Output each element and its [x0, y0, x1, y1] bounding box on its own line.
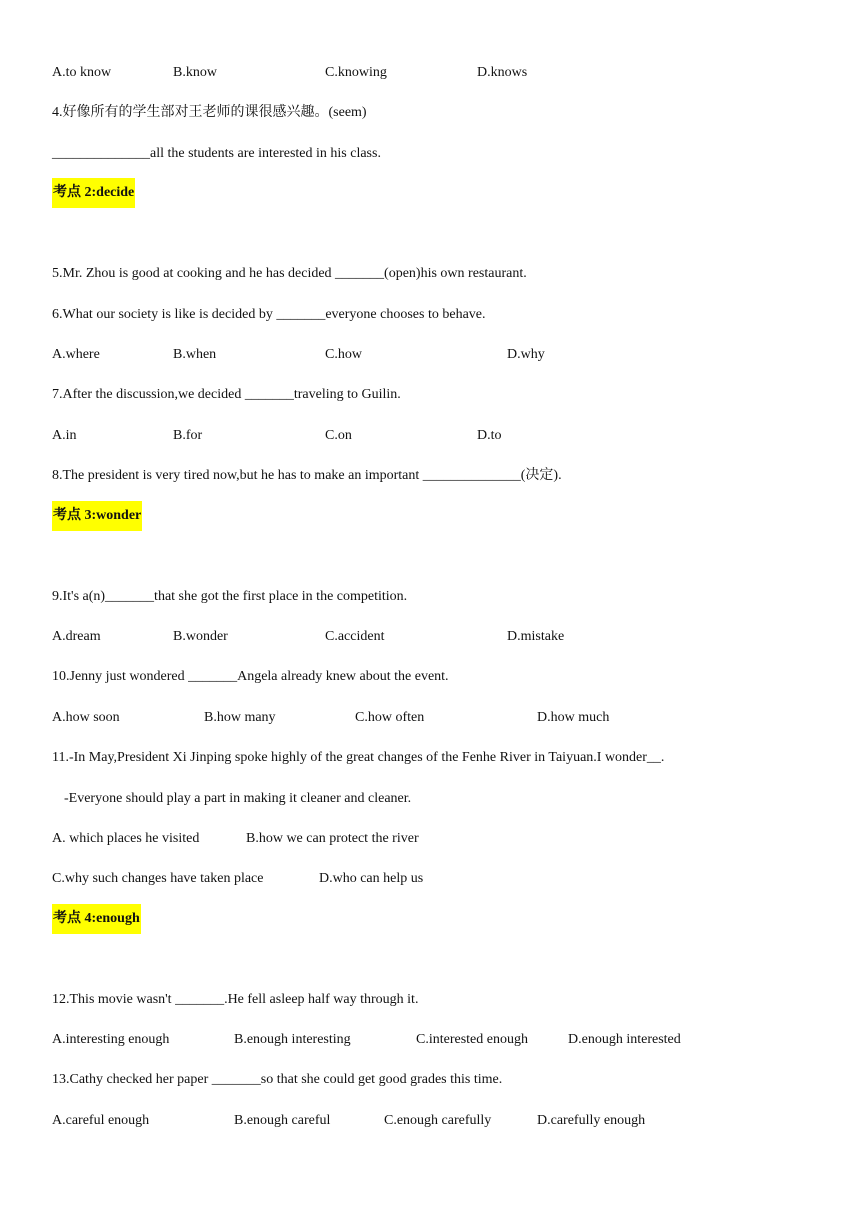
option-c: C.how often [355, 710, 425, 725]
q3-options [0, 64, 860, 82]
option-d: D.how much [537, 710, 610, 725]
q12-options [0, 1031, 860, 1049]
option-a: A.in [52, 428, 77, 443]
option-a: A. which places he visited [52, 831, 200, 846]
question-6: 6.What our society is like is decided by _______everyone chooses to behave. [52, 307, 486, 322]
option-b: B.wonder [173, 629, 228, 644]
option-a: A.careful enough [52, 1113, 150, 1128]
option-b: B.when [173, 347, 217, 362]
section-heading-decide: 考点 2:decide [52, 178, 135, 208]
option-d: D.mistake [507, 629, 565, 644]
option-d: D.knows [477, 65, 528, 80]
option-d: D.carefully enough [537, 1113, 646, 1128]
option-b: B.for [173, 428, 203, 443]
q11-options-row1 [0, 830, 860, 848]
option-c: C.knowing [325, 65, 387, 80]
question-10: 10.Jenny just wondered _______Angela already knew about the event. [52, 669, 449, 684]
section-heading-wonder: 考点 3:wonder [52, 501, 142, 531]
option-a: A.to know [52, 65, 112, 80]
question-11: 11.-In May,President Xi Jinping spoke highly of the great changes of the Fenhe River in Taiyuan.I wonder__. [52, 750, 665, 765]
option-b: B.enough interesting [234, 1032, 351, 1047]
option-a: A.how soon [52, 710, 120, 725]
question-5: 5.Mr. Zhou is good at cooking and he has decided _______(open)his own restaurant. [52, 266, 527, 281]
option-a: A.where [52, 347, 100, 362]
option-b: B.how we can protect the river [246, 831, 419, 846]
option-b: B.know [173, 65, 217, 80]
option-d: D.to [477, 428, 502, 443]
option-b: B.enough careful [234, 1113, 331, 1128]
option-b: B.how many [204, 710, 276, 725]
q4-prompt: 4.好像所有的学生部对王老师的课很感兴趣。(seem) [52, 105, 367, 120]
question-13: 13.Cathy checked her paper _______so that she could get good grades this time. [52, 1072, 503, 1087]
option-c: C.how [325, 347, 362, 362]
question-8: 8.The president is very tired now,but he has to make an important ______________(决定). [52, 468, 562, 483]
section-heading-enough: 考点 4:enough [52, 904, 141, 934]
option-c: C.on [325, 428, 352, 443]
q10-options [0, 709, 860, 727]
q11-options-row2 [0, 870, 860, 888]
option-d: D.enough interested [568, 1032, 681, 1047]
option-c: C.enough carefully [384, 1113, 492, 1128]
option-d: D.why [507, 347, 545, 362]
option-d: D.who can help us [319, 871, 424, 886]
q9-options [0, 628, 860, 646]
question-11-reply: -Everyone should play a part in making it cleaner and cleaner. [64, 791, 412, 806]
option-a: A.dream [52, 629, 101, 644]
question-9: 9.It's a(n)_______that she got the first place in the competition. [52, 589, 408, 604]
option-c: C.interested enough [416, 1032, 528, 1047]
question-7: 7.After the discussion,we decided _______traveling to Guilin. [52, 387, 401, 402]
q4-answer-line: ______________all the students are interested in his class. [52, 146, 381, 161]
q6-options [0, 346, 860, 364]
q7-options [0, 427, 860, 445]
option-a: A.interesting enough [52, 1032, 170, 1047]
question-12: 12.This movie wasn't _______.He fell asleep half way through it. [52, 992, 419, 1007]
q13-options [0, 1112, 860, 1130]
option-c: C.accident [325, 629, 385, 644]
option-c: C.why such changes have taken place [52, 871, 264, 886]
